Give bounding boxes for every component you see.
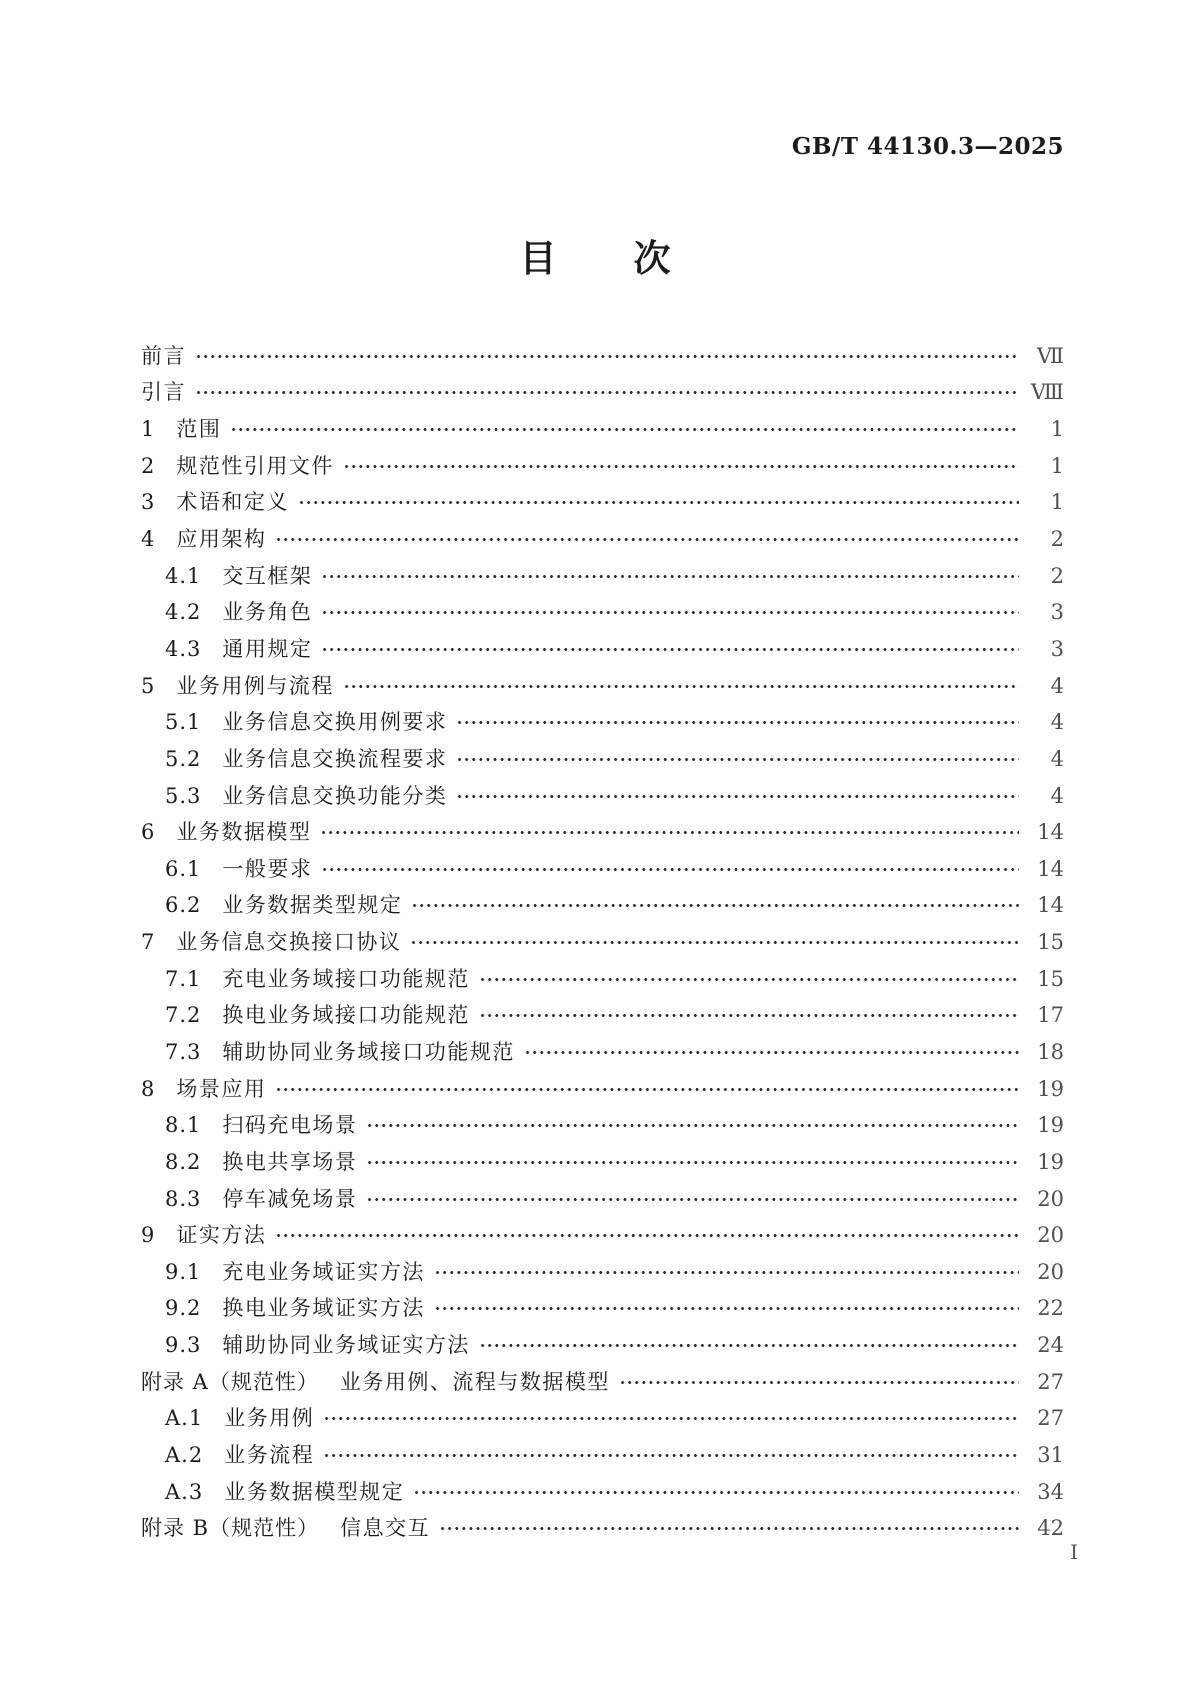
toc-entry-page: 19 (1037, 1113, 1064, 1138)
toc-leader-dots (479, 998, 1019, 1035)
toc-entry-number: 7 (141, 930, 156, 955)
page-footer-number: Ⅰ (1070, 1540, 1078, 1564)
toc-leader-dots (321, 631, 1019, 668)
toc-entry-page: 17 (1037, 1003, 1064, 1028)
toc-leader-dots (275, 521, 1019, 558)
toc-entry-title: 充电业务域证实方法 (222, 1259, 425, 1284)
toc-leader-dots (321, 851, 1019, 888)
toc-entry (141, 558, 1064, 595)
toc-entry-number: A.1 (165, 1406, 204, 1431)
toc-entry-title: 业务信息交换功能分类 (222, 783, 448, 808)
toc-leader-dots (479, 961, 1019, 998)
toc-entry (141, 1327, 1064, 1364)
toc-entry-page: 14 (1037, 820, 1064, 845)
toc-entry-number: 3 (141, 490, 156, 515)
toc-entry-number: 5.1 (165, 710, 202, 735)
toc-entry (141, 594, 1064, 631)
toc-entry (141, 448, 1064, 485)
toc-entry (141, 375, 1064, 412)
toc-entry (141, 1107, 1064, 1144)
standard-code: GB/T 44130.3—2025 (791, 133, 1064, 160)
toc-entry-number: 5 (141, 673, 156, 698)
toc-entry (141, 338, 1064, 375)
toc-entry-page: Ⅷ (1030, 380, 1064, 405)
toc-entry (141, 485, 1064, 522)
toc-entry-title: 应用架构 (176, 527, 267, 552)
toc-leader-dots (366, 1181, 1019, 1218)
toc-entry-number: 4.3 (165, 636, 202, 661)
toc-leader-dots (456, 741, 1019, 778)
toc-entry (141, 1401, 1064, 1438)
toc-entry-title: 前言 (141, 343, 186, 368)
toc-entry-page: 3 (1050, 600, 1064, 625)
toc-entry-page: 2 (1050, 563, 1064, 588)
toc-entry (141, 1364, 1064, 1401)
toc-entry-number: A.2 (165, 1443, 204, 1468)
toc-leader-dots (479, 1327, 1019, 1364)
toc-entry-page: 34 (1037, 1479, 1064, 1504)
toc-entry-title: 停车减免场景 (222, 1186, 358, 1211)
toc-leader-dots (298, 485, 1019, 522)
toc-entry (141, 1217, 1064, 1254)
toc-entry-page: 20 (1037, 1186, 1064, 1211)
toc-leader-dots (195, 375, 1019, 412)
toc-entry-title: 换电业务域接口功能规范 (222, 1003, 470, 1028)
toc-entry (141, 1437, 1064, 1474)
toc-leader-dots (343, 668, 1019, 705)
toc-entry-title: 业务用例 (224, 1406, 315, 1431)
toc-entry-page: 4 (1050, 710, 1064, 735)
toc-entry-page: 2 (1050, 527, 1064, 552)
toc-entry-number: A.3 (165, 1479, 204, 1504)
toc-entry-title: 业务信息交换接口协议 (176, 930, 402, 955)
toc-entry-title: 辅助协同业务域接口功能规范 (222, 1039, 515, 1064)
toc-entry (141, 888, 1064, 925)
toc-entry-title: 换电共享场景 (222, 1149, 358, 1174)
toc-leader-dots (434, 1291, 1019, 1328)
toc-leader-dots (321, 594, 1019, 631)
toc-entry-page: 20 (1037, 1259, 1064, 1284)
toc-entry-title: 术语和定义 (176, 490, 289, 515)
toc-entry-title: 业务数据模型规定 (224, 1479, 405, 1504)
toc-entry-page: 20 (1037, 1223, 1064, 1248)
toc-list (141, 338, 1064, 1547)
toc-entry (141, 814, 1064, 851)
toc-entry-title: 通用规定 (222, 636, 313, 661)
toc-entry (141, 1181, 1064, 1218)
toc-entry-number: 2 (141, 453, 156, 478)
toc-leader-dots (439, 1511, 1019, 1548)
toc-entry-number: 7.3 (165, 1039, 202, 1064)
toc-entry-number: 7.1 (165, 966, 202, 991)
toc-entry-title: 业务数据模型 (176, 820, 312, 845)
toc-entry-title: 业务信息交换用例要求 (222, 710, 448, 735)
toc-entry (141, 631, 1064, 668)
toc-entry-number: 4.1 (165, 563, 202, 588)
toc-leader-dots (619, 1364, 1019, 1401)
toc-entry-page: 27 (1037, 1369, 1064, 1394)
toc-entry-title: 业务用例与流程 (176, 673, 334, 698)
toc-entry-page: 22 (1037, 1296, 1064, 1321)
toc-leader-dots (456, 704, 1019, 741)
toc-entry-number: 4.2 (165, 600, 202, 625)
toc-entry-number: 5.3 (165, 783, 202, 808)
toc-entry-number: 8.2 (165, 1149, 202, 1174)
toc-entry-number: 6.1 (165, 856, 202, 881)
toc-leader-dots (275, 1071, 1019, 1108)
toc-entry (141, 521, 1064, 558)
toc-entry-page: 27 (1037, 1406, 1064, 1431)
toc-entry-number: 9 (141, 1223, 156, 1248)
toc-entry-title: 一般要求 (222, 856, 313, 881)
toc-entry-title: 业务信息交换流程要求 (222, 746, 448, 771)
toc-entry (141, 1144, 1064, 1181)
toc-entry (141, 668, 1064, 705)
toc-entry-number: 8 (141, 1076, 156, 1101)
toc-entry-title: 证实方法 (176, 1223, 267, 1248)
page-title: 目 次 (519, 236, 672, 280)
toc-entry-page: 18 (1037, 1039, 1064, 1064)
toc-entry-page: 4 (1050, 673, 1064, 698)
toc-entry-page: 14 (1037, 856, 1064, 881)
toc-entry-number: 4 (141, 527, 156, 552)
toc-entry-title: 规范性引用文件 (176, 453, 334, 478)
toc-entry-title: 业务流程 (224, 1443, 315, 1468)
toc-entry-title: 交互框架 (222, 563, 313, 588)
toc-entry-number: 附录 B（规范性） (141, 1516, 320, 1541)
toc-entry-page: 3 (1050, 636, 1064, 661)
toc-leader-dots (366, 1144, 1019, 1181)
toc-leader-dots (230, 411, 1019, 448)
toc-entry (141, 1511, 1064, 1548)
toc-entry-page: 4 (1050, 783, 1064, 808)
toc-entry-page: Ⅶ (1036, 343, 1064, 368)
toc-entry-title: 场景应用 (176, 1076, 267, 1101)
toc-leader-dots (410, 924, 1019, 961)
toc-entry-title: 辅助协同业务域证实方法 (222, 1333, 470, 1358)
toc-entry-number: 1 (141, 417, 156, 442)
toc-leader-dots (366, 1107, 1019, 1144)
toc-entry-number: 9.3 (165, 1333, 202, 1358)
toc-leader-dots (456, 778, 1019, 815)
toc-entry-title: 信息交互 (340, 1516, 431, 1541)
toc-entry-page: 1 (1050, 490, 1064, 515)
toc-entry (141, 1034, 1064, 1071)
toc-entry-number: 9.2 (165, 1296, 202, 1321)
toc-entry-title: 业务用例、流程与数据模型 (339, 1369, 610, 1394)
toc-entry-page: 4 (1050, 746, 1064, 771)
toc-entry-page: 24 (1037, 1333, 1064, 1358)
toc-entry-number: 5.2 (165, 746, 202, 771)
toc-entry (141, 1071, 1064, 1108)
toc-entry (141, 961, 1064, 998)
toc-entry-page: 19 (1037, 1076, 1064, 1101)
toc-leader-dots (195, 338, 1019, 375)
toc-entry (141, 998, 1064, 1035)
toc-entry-page: 19 (1037, 1149, 1064, 1174)
toc-entry (141, 924, 1064, 961)
toc-entry (141, 1254, 1064, 1291)
toc-entry-page: 15 (1037, 930, 1064, 955)
toc-entry-number: 附录 A（规范性） (141, 1369, 319, 1394)
toc-leader-dots (323, 1437, 1019, 1474)
toc-entry-number: 6 (141, 820, 156, 845)
toc-entry-page: 31 (1037, 1443, 1064, 1468)
toc-leader-dots (343, 448, 1019, 485)
toc-entry-title: 充电业务域接口功能规范 (222, 966, 470, 991)
toc-entry-title: 范围 (176, 417, 222, 442)
toc-entry (141, 1291, 1064, 1328)
toc-entry (141, 411, 1064, 448)
toc-leader-dots (434, 1254, 1019, 1291)
toc-entry (141, 851, 1064, 888)
toc-entry-title: 换电业务域证实方法 (222, 1296, 425, 1321)
toc-entry-number: 8.1 (165, 1113, 202, 1138)
toc-entry-page: 42 (1037, 1516, 1064, 1541)
toc-entry-number: 9.1 (165, 1259, 202, 1284)
toc-entry (141, 778, 1064, 815)
toc-entry-page: 15 (1037, 966, 1064, 991)
toc-leader-dots (411, 888, 1019, 925)
toc-entry-title: 业务数据类型规定 (222, 893, 403, 918)
toc-leader-dots (323, 1401, 1019, 1438)
toc-entry-title: 引言 (141, 380, 186, 405)
toc-entry (141, 704, 1064, 741)
toc-entry-title: 业务角色 (222, 600, 313, 625)
toc-entry (141, 741, 1064, 778)
toc-entry-page: 14 (1037, 893, 1064, 918)
toc-entry-page: 1 (1050, 417, 1064, 442)
toc-leader-dots (524, 1034, 1019, 1071)
toc-leader-dots (321, 558, 1019, 595)
toc-leader-dots (320, 814, 1019, 851)
toc-entry-title: 扫码充电场景 (222, 1113, 358, 1138)
toc-leader-dots (275, 1217, 1019, 1254)
toc-leader-dots (413, 1474, 1019, 1511)
toc-entry-number: 7.2 (165, 1003, 202, 1028)
toc-entry-page: 1 (1050, 453, 1064, 478)
toc-entry-number: 6.2 (165, 893, 202, 918)
toc-entry (141, 1474, 1064, 1511)
toc-entry-number: 8.3 (165, 1186, 202, 1211)
